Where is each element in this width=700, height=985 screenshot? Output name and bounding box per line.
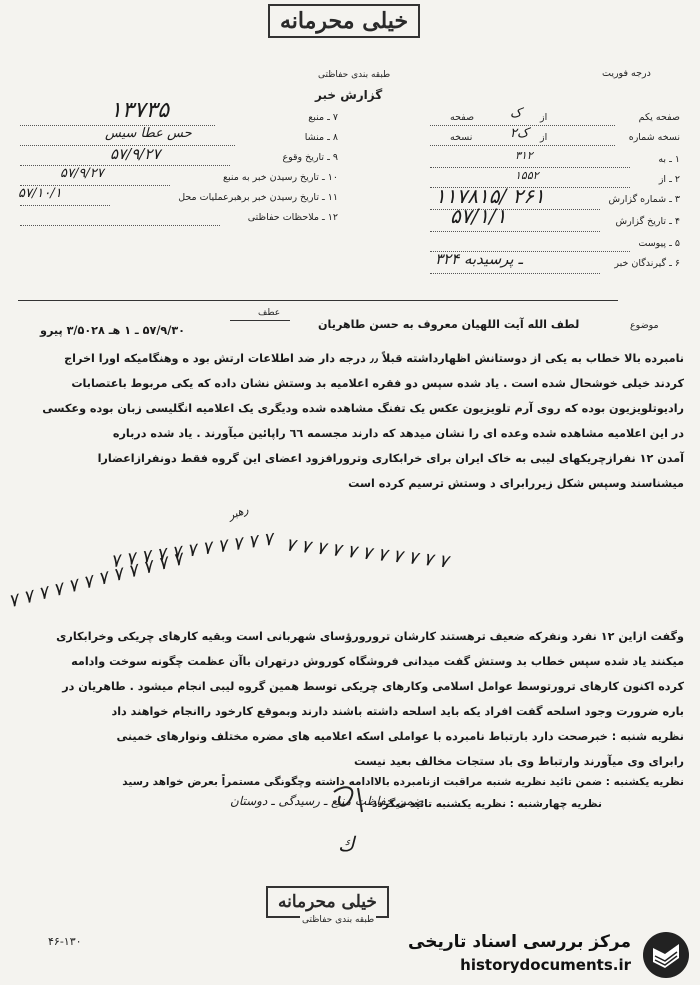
signature-mark xyxy=(328,782,368,818)
page-number: ۴۶-۱۳۰ xyxy=(48,935,82,948)
body-line: کرده اکنون کارهای ترورتوسط عوامل اسلامی وکارهای چریکی توسط همین گروه لیبی انجام میشود . طاهریان در xyxy=(62,680,684,693)
field-value: ۲ک xyxy=(510,126,529,141)
field-connector: از xyxy=(540,112,548,123)
subject-label: موضوع xyxy=(630,320,659,331)
sign-mark-2: ﻙ xyxy=(338,832,355,856)
diagram-line-right: ۷ ۷ ۷ ۷ ۷ ۷ ۷ ۷ ۷ ۷ ۷ xyxy=(284,534,450,573)
field-value: ۱۵۵۲ xyxy=(515,169,539,182)
field-label: ۶ ـ گیرندگان خبر xyxy=(614,258,680,269)
report-title: گزارش خبر xyxy=(315,88,383,102)
body-line: در این اعلامیه مشاهده شده وعده ای را نشان میدهد که دارند مجسمه ٦٦ راپائین میآورند . یاد شده درباره xyxy=(112,427,684,440)
subject-value: لطف الله آیت اللهیان معروف به حسن طاهریان xyxy=(318,318,580,331)
body-line: کردند خیلی خوشحال شده است . یاد شده سپس دو فقره اعلامیه بد وستش نشان داده که یکی مربوط باعتصابات xyxy=(71,377,684,390)
field-label: ۱۱ ـ تاریخ رسیدن خبر برهبرعملیات محل xyxy=(178,192,338,203)
field-label: ۷ ـ منبع xyxy=(308,112,338,123)
opinion-saturday-cont: رابرای وی میآورند وارتباط وی باد ستجات مخالف بعید نیست xyxy=(353,755,684,768)
body-paragraph-2 xyxy=(22,624,684,724)
bottom-stamp-caption: طبقه بندی حفاظتی xyxy=(302,915,375,925)
reference-label: عطف xyxy=(258,308,281,318)
field-label: ۲ ـ از xyxy=(658,174,680,185)
left-fields xyxy=(20,100,338,235)
diagram-line-upper: ۷ ۷ ۷ ۷ ۷ ۷ ۷ ۷ ۷ ۷ ۷ xyxy=(109,528,275,573)
priority-label: درجه فوریت xyxy=(602,68,651,79)
field-label: ۸ ـ منشا xyxy=(304,132,338,143)
book-icon xyxy=(643,932,689,978)
body-line: وگفت ازاین ۱۲ نفرد ونفرکه ضعیف ترهستند کارشان ترورورؤسای شهربانی است وبقیه کارهای چریکی وخرابکاری xyxy=(56,630,684,643)
field-label: نسخه شماره xyxy=(628,132,680,143)
field-label: ۱ ـ به xyxy=(658,154,680,165)
field-value: ۵۷/۹/۲۷ xyxy=(110,145,161,163)
diagram-leader-note: رهبر xyxy=(226,502,251,523)
field-value: حس عطا سیس xyxy=(105,126,192,141)
top-classification-stamp: خیلی محرمانه xyxy=(268,4,420,38)
handwritten-note: ضمن حفاظت منبع ـ رسیدگی ـ دوستان xyxy=(230,794,424,808)
field-value: ۵۷/۱/۱ xyxy=(450,204,507,228)
archive-logo xyxy=(405,930,695,982)
body-line: میشناسند وسپس شکل زیررابرای د وستش ترسیم کرده است xyxy=(348,477,684,490)
body-line: باره ضرورت وجود اسلحه گفت افراد یکه باید اسلحه داشته باشند دارند وبموقع کارخود راانجام خواهند داد xyxy=(111,705,684,718)
field-value: ۱۳۷۳۵ xyxy=(110,98,170,123)
right-fields xyxy=(430,106,680,277)
body-line: آمدن ۱۲ نفرازچریکهای لیبی به خاک ایران برای خرابکاری وترورافزود اعضای این گروه فقط دونفرازاعضارا xyxy=(97,452,684,465)
field-value: ک xyxy=(510,106,522,121)
bottom-classification-stamp: خیلی محرمانه xyxy=(266,886,389,918)
reference-value: ۵۷/۹/۳۰ ـ ۱ هـ ۳/۵۰۲۸ پیرو xyxy=(40,324,185,337)
archive-name: مرکز بررسی اسناد تاریخی xyxy=(408,932,631,952)
field-label: ۱۲ ـ ملاحظات حفاظتی xyxy=(247,212,338,223)
field-value: ۵۷/۹/۲۷ xyxy=(60,166,104,181)
body-line: میکنند یاد شده سپس خطاب بد وستش گفت میدانی فروشگاه کوروش درتهران باآن عظمت چگونه سوخت وادامه xyxy=(71,655,684,668)
header-divider xyxy=(18,300,618,301)
opinions xyxy=(22,724,684,774)
diagram-line-lower: ۷ ۷ ۷ ۷ ۷ ۷ ۷ ۷ ۷ ۷ ۷ ۷ xyxy=(6,548,185,613)
opinion-saturday: نظریه شنبه : خبرصحت دارد بارتباط نامبرده با عواملی اسکه اعلامیه های مضره مختلف ونوارهای خمینی xyxy=(116,730,684,743)
field-value: ۳۲۴ ـ پرسیدبه xyxy=(435,250,523,268)
field-connector: از xyxy=(540,132,548,143)
field-label: ۹ ـ تاریخ وقوع xyxy=(282,152,338,163)
field-label: صفحه یکم xyxy=(638,112,680,123)
field-value: ۱۱۷۸۱۵/ ۲۶۱ xyxy=(435,184,545,208)
field-value: ۵۷/۱۰/۱ xyxy=(18,186,62,201)
opinion-sunday: نظریه یکشنبه : ضمن تائید نظریه شنبه مراقبت ازنامبرده بالاادامه داشته وچگونگی مستمراً بعرض خواهد رسید xyxy=(122,776,684,788)
archive-url: historydocuments.ir xyxy=(460,956,631,974)
field-label: ۴ ـ تاریخ گزارش xyxy=(615,216,680,227)
body-line: رادیوتلویزیون بوده که روی آرم تلویزیون عکس یک تفنگ مشاهده شده ودیگری یک اعلامیه انگلیسی زبان بوده وعکسی xyxy=(42,402,684,415)
body-line: نامبرده بالا خطاب به یکی از دوستانش اظهارداشته قبلاً ٫٫ درجه دار ضد اطلاعات ارتش بود ه وهنگامیکه اورا اخراج xyxy=(64,352,684,365)
classification-label: طبقه بندی حفاظتی xyxy=(318,70,391,80)
field-label: ۱۰ ـ تاریخ رسیدن خبر به منبع xyxy=(223,172,338,183)
field-value: ۳۱۲ xyxy=(515,149,533,162)
body-paragraph-1 xyxy=(22,346,684,496)
field-end: صفحه xyxy=(450,112,475,123)
field-label: ۳ ـ شماره گزارش xyxy=(608,194,680,205)
opinion-wednesday: نظریه چهارشنبه : نظریه یکشنبه تائید میگردد xyxy=(372,798,602,810)
field-end: نسخه xyxy=(450,132,473,143)
field-label: ۵ ـ پیوست xyxy=(638,238,680,249)
